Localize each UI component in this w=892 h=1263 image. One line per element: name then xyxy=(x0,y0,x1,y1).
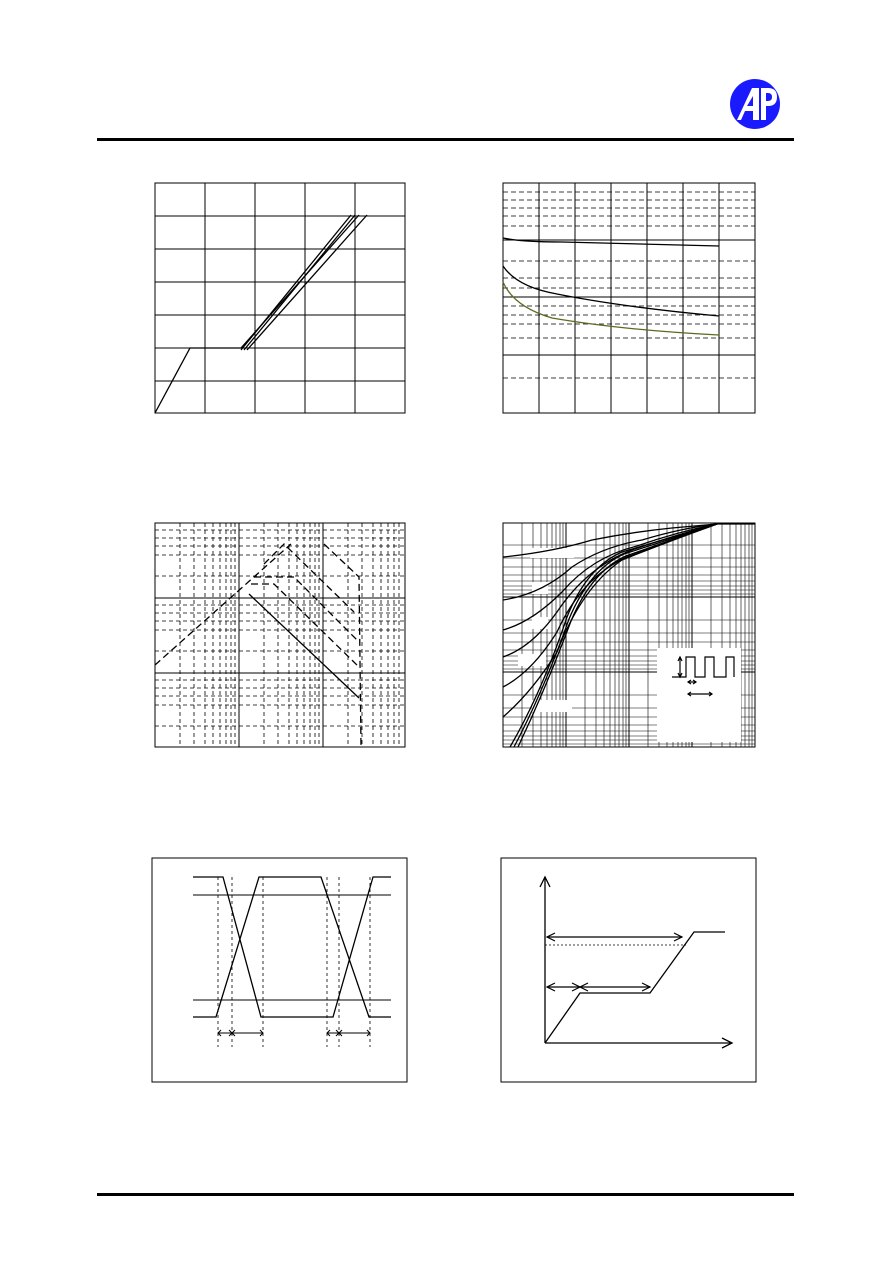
gate-charge-curve xyxy=(155,215,367,413)
header-rule xyxy=(97,138,794,141)
switching-curves xyxy=(193,877,391,1017)
gate-charge-chart xyxy=(154,182,406,414)
footer-rule xyxy=(97,1193,794,1196)
safe-operating-area-chart xyxy=(154,522,406,748)
thermal-impedance-chart xyxy=(502,522,756,748)
switching-waveform-diagram xyxy=(151,857,408,1083)
chart-grid xyxy=(155,183,405,413)
soa-curves xyxy=(155,544,361,747)
capacitance-chart xyxy=(502,182,756,414)
gate-charge-waveform-diagram xyxy=(500,857,757,1083)
ap-logo-icon xyxy=(728,78,782,130)
axes xyxy=(540,877,732,1048)
